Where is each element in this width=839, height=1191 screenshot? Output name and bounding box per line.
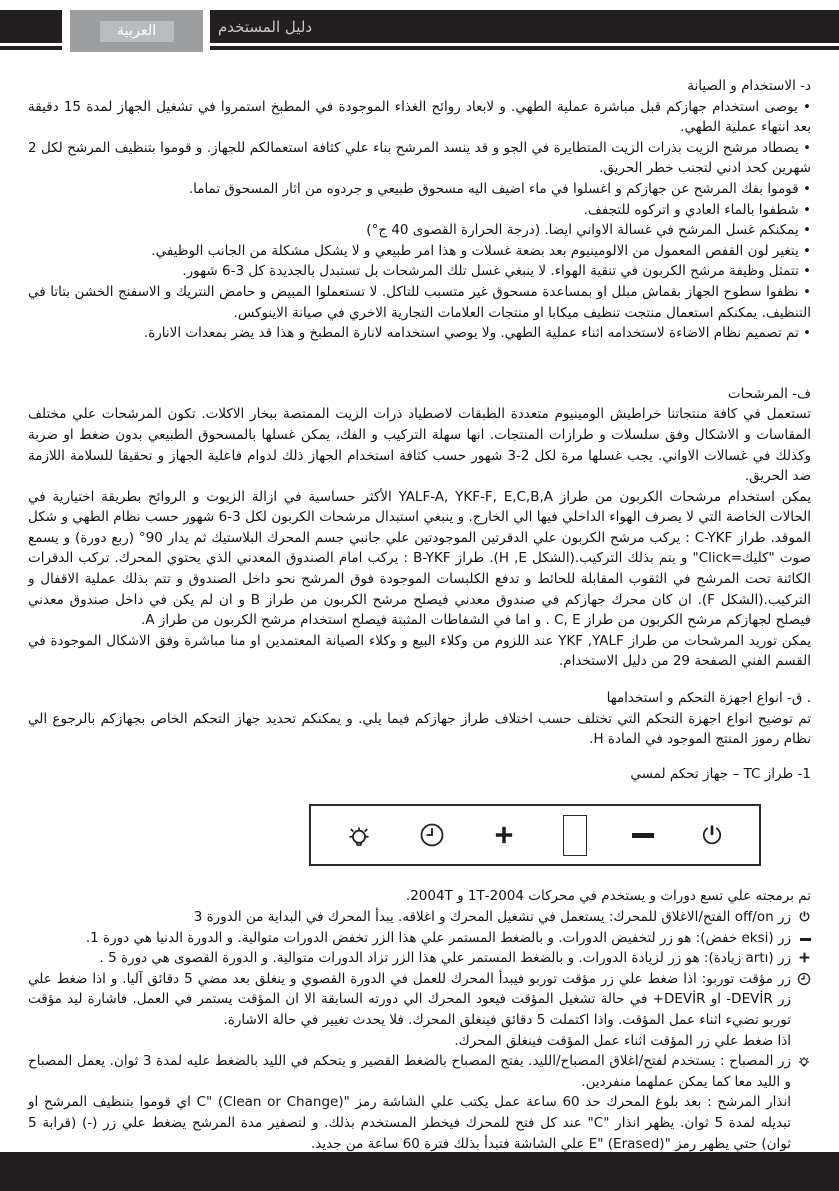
- plus-icon: [491, 822, 517, 848]
- timer-icon: [797, 972, 811, 986]
- tc-item: [28, 907, 811, 928]
- lamp-icon: [345, 821, 373, 849]
- filters-paragraphs: [28, 404, 811, 672]
- speed-display: [563, 815, 587, 856]
- usage-bullet: • يصطاد مرشح الزيت بذرات الزيت المتطايرة في الجو و قد ينسد المرشح بناء علي كثافة استعمالكم للجهاز. و قوموا بتنظيف المرشح لكل 2 شهرين كحد ادني لتجنب خطر الحريق.: [28, 139, 811, 177]
- tc-item-text: زر off/on الفتح/الاغلاق للمحرك: يستعمل في تشغيل المحرك و اغلاقه. يبدأ المحرك في البداية من الدورة 3: [193, 909, 791, 925]
- tc-item: [28, 928, 811, 949]
- header-left-rule: [0, 46, 62, 50]
- usage-bullet: • شطفوا بالماء العادي و اتركوه للتجفف.: [583, 201, 811, 218]
- header-bar: [210, 10, 839, 43]
- usage-bullet-list: [28, 97, 811, 344]
- page-title: دليل المستخدم: [218, 17, 313, 36]
- tc-item-marker: [791, 928, 811, 949]
- language-tab: [70, 10, 203, 52]
- tc-item-marker: [791, 948, 811, 969]
- section-control-types: [28, 688, 811, 750]
- filters-paragraph: يمكن استخدام مرشحات الكربون من طراز YALF-A, YKF-F, E,C,B,A الأكثر حساسية في ازالة الزيوت و الروائح بطريقة اختيارية في الحالات الخاصة التي لا يصرف الهواء الداخلي فيها الي الخارج. و ينبغي استبدال مرشحات الكربون لكل 3-6 شهور حسب نظام الطهي و شكل الموقد. طراز C-YKF : يركب مرشح الكربون علي الدقرتين الموجودتين علي جانبي جسم المحرك البلاستيك ثم يدار 90° (ربع دورة) و يسمع صوت "كليك=Click" و يتم بذلك التركيب.(الشكل H ,E). طراز B-YKF : يركب امام الصندوق المعدني الذي يحتوي المحرك. تركب الدقرات الكائنة تحت المرشح في الثقوب المقابلة للحائط و تدفع الكلبسات الموجودة فوق المرشح نحو داخل الصندوق و تتم بذلك عملية الاقفال و التركيب.(الشكل F). ان كان محرك جهازكم في صندوق معدني فيصلح مرشح الكربون من طراز B و ان لم يكن في داخل صندوق معدني فيصلح لجهازكم مرشح الكربون من طراز C, E . و اما في الشفاطات المثبتة فيصلح استخدام مرشح الكربون من طراز A.: [28, 488, 811, 629]
- tc-item-text: انذار المرشح : بعد بلوغ المحرك حد 60 ساعة عمل يكتب علي الشاشة رمز "C" (Clean or Change) اي قوموا بتنظيف المرشح او تبديله لمدة 5 ثوان. يظهر انذار "C" عند كل فتح للمحرك فيخطر المستخدم بذلك. و لتصفير مدة المرشح يضغط علي زر (-) (قرابة 5 ثوان) حتي يظهر رمز "E" (Erased) علي الشاشة فتبدأ بذلك فترة 60 ساعة من جديد.: [28, 1094, 791, 1152]
- usage-bullet: • يتغير لون القفص المعمول من الالومينيوم بعد بضعة غسلات و هذا امر طبيعي و لا يشكل مشكلة من الجانب الوظيفي.: [151, 242, 811, 259]
- control-types-intro: تم توضيح انواع اجهزة التحكم التي تختلف حسب اختلاف طراز جهازكم فيما يلي. و يمكنكم تحديد جهاز التحكم الخاص بجهازكم بالرجوع الي نظام رموز المنتج الموجود في المادة H.: [28, 710, 811, 748]
- tc-item: [28, 1031, 811, 1052]
- model-tc-heading: 1- طراز TC – جهاز تحكم لمسي: [630, 765, 811, 782]
- plus-icon: [798, 951, 811, 964]
- language-tab-label: العربية: [100, 21, 174, 42]
- usage-bullet: • يوصى استخدام جهازكم قبل مباشرة عملية الطهي. و لابعاد روائح الغذاء الموجودة في المطبخ استمروا في تشغيل الجهاز لمدة 15 دقيقة بعد انتهاء عملية الطهي.: [28, 98, 811, 136]
- usage-bullet: • تتمثل وظيفة مرشح الكربون في تنقية الهواء. لا ينبغي غسل تلك المرشحات بل تستبدل بالجديدة كل 3-6 شهور.: [182, 263, 811, 280]
- header-rule: [210, 46, 839, 50]
- tc-item-marker: [791, 907, 811, 928]
- tc-item-text: اذا ضغط علي زر المؤقت اثناء عمل المؤقت فينغلق المحرك.: [454, 1032, 791, 1049]
- section-heading: د- الاستخدام و الصيانة: [687, 78, 811, 94]
- tc-item-text: زر (eksi خفض): هو زر لتخفيض الدورات. و بالضغط المستمر علي هذا الزر تخفض الدورات متوالية. و الدورة الدنيا هي دورة 1.: [85, 929, 791, 946]
- tc-item: [28, 1092, 811, 1154]
- usage-bullet: • يمكنكم غسل المرشح في غسالة الاواني ايضا. (درجة الحرارة القصوى 40 ج°): [366, 222, 811, 239]
- filters-paragraph: يمكن توريد المرشحات من طراز YKF ,YALF عند اللزوم من وكلاء البيع و وكلاء الصيانة المعتمدين او منا مباشرة وفق الاشكال الموجودة في القسم الفني الصفحة 29 من دليل الاستخدام.: [28, 632, 812, 670]
- tc-item-marker: [791, 1051, 811, 1092]
- tc-item: [28, 1051, 811, 1092]
- minus-icon: [632, 833, 654, 838]
- usage-bullet: • قوموا بفك المرشح عن جهازكم و اغسلوا في ماء اضيف اليه مسحوق طبيعي و جردوه من اثار المسحوق تماما.: [188, 180, 811, 197]
- tc-item-text: زر (artı زيادة): هو زر لزيادة الدورات. و بالضغط المستمر علي هذا الزر تزاد الدورات متوالية. و الدورة القصوى هي دورة 5 .: [99, 950, 791, 967]
- power-icon: [699, 822, 725, 848]
- tc-item-marker: [791, 1092, 811, 1154]
- tc-item-marker: [791, 1031, 811, 1052]
- timer-icon: [418, 821, 446, 849]
- tc-intro: تم برمجته علي تسع دورات و يستخدم في محركات 2004-1T و 2004T.: [405, 888, 811, 905]
- touch-control-panel-diagram: [309, 804, 761, 866]
- minus-icon: [800, 938, 811, 941]
- usage-bullet: • تم تصميم نظام الاضاءة لاستخدامه اثناء عملية الطهي. ولا يوصي استخدامه لانارة المطبخ و هذا قد يضر بمعدات الانارة.: [143, 325, 811, 342]
- lamp-icon: [797, 1054, 811, 1068]
- document-body: [28, 76, 811, 1154]
- tc-item-text: زر مؤقت توربو: اذا ضغط علي زر مؤقت توربو فيبدأ المحرك للعمل في الدورة القصوي و ينغلق بعد مضي 5 دقائق آليا. و اذا ضغط علي زر DEVİR- او DEVİR+ في حالة تشغيل المؤقت فيعود المحرك الي دورته السابقة الا ان المؤقت يستمر في العمل. فاشارة ليد مؤقت توربو تضيء اثناء عمل المؤقت. واذا اكتملت 5 دقائق فينغلق المحرك. فلا يحدث تغيير في حالة الاشارة.: [28, 970, 791, 1028]
- section-filters: [28, 384, 811, 672]
- usage-bullet: • نظفوا سطوح الجهاز بقماش مبلل او بمساعدة مسحوق غير متسبب للتاكل. لا تستعملوا المبيض و حامض النتريك و الاسفنج الخشن بتاتا في التنظيف. يمكنكم استعمال منتجت تنظيف ميكابا او منتجات العلامات التجارية الاخري في صيانة الاينوكس.: [28, 283, 811, 321]
- tc-description: [28, 886, 811, 1154]
- tc-item: [28, 948, 811, 969]
- filters-paragraph: تستعمل في كافة منتجاتنا خراطيش الومينيوم متعددة الطبقات لاصطياد ذرات الزيت الممتصة ببخار الاكلات. تكون المرشحات علي مختلف المقاسات و الاشكال وفق سلسلات و طرازات المنتجات. انها سهلة التركيب و الفك، يمكن غسلها بالمسحوق الطبيعي بدون ضغط او ضربة وكذلك في غسالات الاواني. يجب غسلها مرة لكل 2-3 شهور حسب كثافة استخدام الجهاز ذلك لدوام فاعلية الجهاز و تحقيقا للسلامة اللازمة ضد الحريق.: [28, 406, 811, 485]
- tc-item: [28, 969, 811, 1031]
- power-icon: [798, 910, 811, 923]
- header-left-block: [0, 10, 62, 43]
- footer-bar: [0, 1152, 839, 1191]
- tc-item-list: [28, 907, 811, 1154]
- section-heading: ف- المرشحات: [727, 385, 811, 402]
- tc-item-text: زر المصباح : يستخدم لفتح/اغلاق المصباح/الليد. يفتح المصباح بالضغط القصير و يتحكم في الليد بالضغط عليه لمدة 3 ثوان. يعمل المصباح و الليد معا كما يمكن عملهما منفردين.: [28, 1053, 791, 1090]
- section-heading: . ق- انواع اجهزة التحكم و استخدامها: [606, 690, 811, 707]
- section-usage-maintenance: [28, 76, 811, 344]
- tc-item-marker: [791, 969, 811, 1031]
